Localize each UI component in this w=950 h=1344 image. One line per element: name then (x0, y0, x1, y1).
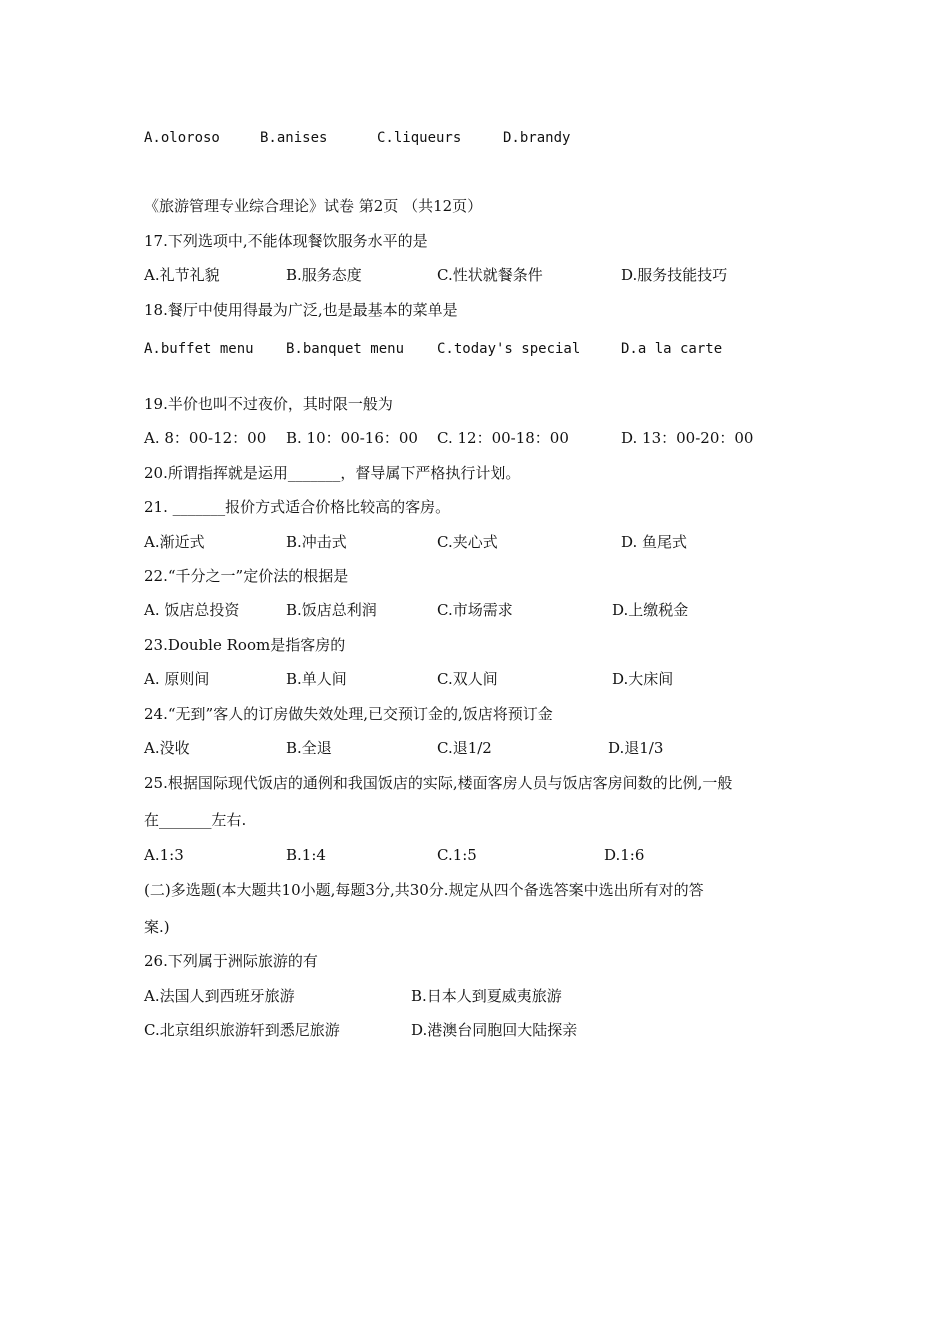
q21-option-c: C.夹心式 (437, 533, 498, 551)
q17-option-c: C.性状就餐条件 (437, 266, 543, 284)
q26-option-a: A.法国人到西班牙旅游 (144, 987, 295, 1005)
q18-option-a: A.buffet menu (144, 341, 254, 357)
page-header: 《旅游管理专业综合理论》试卷 第2页 （共12页） (144, 197, 483, 215)
q16-option-b: B.anises (260, 130, 328, 146)
q18-option-c: C.today's special (437, 341, 581, 357)
section2-heading-line2: 案.) (144, 918, 170, 936)
q25-option-c: C.1:5 (437, 846, 477, 864)
q19-option-a: A. 8：00-12：00 (144, 429, 267, 447)
q22-option-b: B.饭店总利润 (286, 601, 377, 619)
q24-stem: 24.“无到”客人的订房做失效处理,已交预订金的,饭店将预订金 (144, 705, 553, 723)
q24-option-b: B.全退 (286, 739, 332, 757)
q26-option-d: D.港澳台同胞回大陆探亲 (411, 1021, 578, 1039)
q23-option-d: D.大床间 (612, 670, 674, 688)
q23-option-c: C.双人间 (437, 670, 498, 688)
q21-option-d: D. 鱼尾式 (621, 533, 688, 551)
q23-stem: 23.Double Room是指客房的 (144, 636, 346, 654)
q24-option-d: D.退1/3 (608, 739, 664, 757)
q25-stem-line1: 25.根据国际现代饭店的通例和我国饭店的实际,楼面客房人员与饭店客房间数的比例,一般 (144, 774, 733, 792)
q18-option-d: D.a la carte (621, 341, 723, 357)
q22-stem: 22.“千分之一”定价法的根据是 (144, 567, 349, 585)
q23-option-a: A. 原则间 (144, 670, 210, 688)
q25-stem-line2: 在_______左右. (144, 811, 247, 829)
q16-option-d: D.brandy (503, 130, 571, 146)
q19-stem: 19.半价也叫不过夜价，其时限一般为 (144, 395, 393, 413)
q25-option-a: A.1:3 (144, 846, 184, 864)
q23-option-b: B.单人间 (286, 670, 347, 688)
q17-option-a: A.礼节礼貌 (144, 266, 220, 284)
q19-option-c: C. 12：00-18：00 (437, 429, 569, 447)
section2-heading-line1: (二)多选题(本大题共10小题,每题3分,共30分.规定从四个备选答案中选出所有对的答 (144, 881, 704, 899)
q18-option-b: B.banquet menu (286, 341, 405, 357)
q21-option-a: A.渐近式 (144, 533, 205, 551)
q16-option-a: A.oloroso (144, 130, 220, 146)
q17-stem: 17.下列选项中,不能体现餐饮服务水平的是 (144, 232, 428, 250)
q26-stem: 26.下列属于洲际旅游的有 (144, 952, 318, 970)
q25-option-d: D.1:6 (604, 846, 645, 864)
q22-option-a: A. 饭店总投资 (144, 601, 240, 619)
q26-option-c: C.北京组织旅游轩到悉尼旅游 (144, 1021, 340, 1039)
q21-option-b: B.冲击式 (286, 533, 347, 551)
q20-stem: 20.所谓指挥就是运用_______，督导属下严格执行计划。 (144, 464, 521, 482)
q17-option-d: D.服务技能技巧 (621, 266, 728, 284)
q22-option-c: C.市场需求 (437, 601, 513, 619)
q21-stem: 21. _______报价方式适合价格比较高的客房。 (144, 498, 451, 516)
q22-option-d: D.上缴税金 (612, 601, 689, 619)
q24-option-a: A.没收 (144, 739, 190, 757)
q25-option-b: B.1:4 (286, 846, 326, 864)
q19-option-b: B. 10：00-16：00 (286, 429, 418, 447)
q19-option-d: D. 13：00-20：00 (621, 429, 754, 447)
q18-stem: 18.餐厅中使用得最为广泛,也是最基本的菜单是 (144, 301, 458, 319)
q17-option-b: B.服务态度 (286, 266, 362, 284)
q24-option-c: C.退1/2 (437, 739, 492, 757)
q26-option-b: B.日本人到夏威夷旅游 (411, 987, 562, 1005)
q16-option-c: C.liqueurs (377, 130, 462, 146)
